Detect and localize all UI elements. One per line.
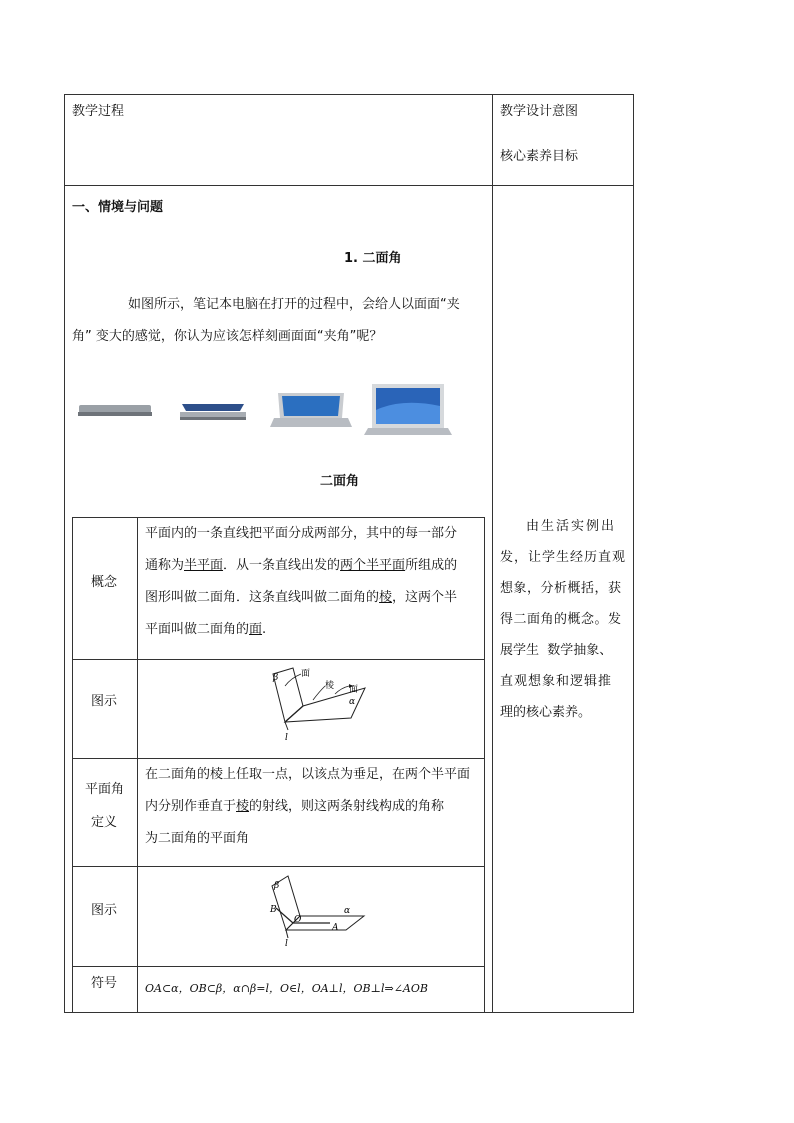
concept-line-2 [145,558,457,574]
laptop-closed-image [78,405,152,416]
figure1-label: 图示 [91,694,118,709]
laptop-half-open-image [270,393,352,427]
plane-angle-text: 内分别作垂直于 [145,799,237,814]
design-intent-line: 展学生 数学抽象、 [500,643,613,658]
concept-label: 概念 [91,575,118,590]
concept-text: 通称为 [145,558,185,573]
column-divider [492,94,493,1013]
laptop-fully-open-image [364,384,452,435]
term-edge: 棱 [379,590,393,605]
design-intent-line: 得二面角的概念。发 [500,612,622,627]
design-intent-header: 教学设计意图 [500,104,579,119]
inner-column-divider [137,517,138,1012]
laptop-images [72,380,472,440]
process-header: 教学过程 [72,104,125,119]
beta-symbol: β [273,673,279,683]
concept-line-3 [145,590,457,606]
concept-text: ，这两个半 [392,590,458,605]
face-label-top: 面 [301,669,311,679]
beta-symbol: β [274,881,280,891]
line-l-symbol: l [285,939,288,948]
plane-angle-text: 的射线，则这两条射线构成的角称 [249,799,445,814]
inner-top-border [72,517,485,518]
header-bottom-border [64,185,634,186]
concept-text: 图形叫做二面角．这条直线叫做二面角的 [145,590,380,605]
concept-text: ．从一条直线出发的 [223,558,341,573]
inner-row-border-2 [72,758,485,759]
line-l-symbol: l [285,733,288,743]
plane-angle-label-2: 定义 [91,815,118,830]
design-intent-line: 发，让学生经历直观 [500,550,627,565]
concept-text: 平面叫做二面角的 [145,622,250,637]
design-intent-line: 由生活实例出 [526,519,617,534]
plane-angle-line-2 [145,799,444,815]
section-heading: 一、情境与问题 [72,200,164,215]
design-intent-line: 理的核心素养。 [500,705,592,720]
alpha-symbol: α [344,906,351,916]
laptop-slightly-open-image [180,404,246,420]
inner-row-border-4 [72,966,485,967]
concept-text: . [262,622,267,637]
outer-top-border [64,94,634,95]
point-b-label: B [270,905,277,915]
inner-left-border [72,517,73,1012]
symbol-expression: OA⊂α，OB⊂β，α∩β=l，O∈l，OA⊥l，OB⊥l⇒∠AOB [145,982,428,995]
core-goal-header: 核心素养目标 [500,149,579,164]
design-intent-text [500,511,630,728]
term-face: 面 [249,622,263,637]
concept-text: 所组成的 [405,558,458,573]
outer-bottom-border [64,1012,634,1013]
edge-label: 棱 [325,681,335,691]
table-title: 二面角 [320,474,360,489]
figure2-label: 图示 [91,903,118,918]
plane-angle-diagram [252,872,372,948]
concept-line-4 [145,622,266,638]
inner-row-border-1 [72,659,485,660]
outer-left-border [64,94,65,1013]
term-two-half-planes: 两个半平面 [340,558,406,573]
plane-angle-line-3: 为二面角的平面角 [145,831,250,846]
design-intent-line: 直观想象和逻辑推 [500,674,613,689]
inner-row-border-3 [72,866,485,867]
face-label-right: 面 [349,685,359,695]
alpha-symbol: α [349,697,356,707]
point-o-label: O [294,915,302,925]
dihedral-angle-diagram [255,664,375,744]
term-half-plane: 半平面 [184,558,224,573]
intro-line-2: 角” 变大的感觉，你认为应该怎样刻画面面“夹角”呢？ [72,329,383,344]
outer-right-border [633,94,634,1013]
inner-right-border [484,517,485,1012]
design-intent-line: 想象，分析概括，获 [500,581,622,596]
concept-line-1: 平面内的一条直线把平面分成两部分，其中的每一部分 [145,526,458,541]
term-edge: 棱 [236,799,250,814]
point-a-label: A [332,923,339,933]
symbol-label: 符号 [91,976,118,991]
plane-angle-line-1: 在二面角的棱上任取一点，以该点为垂足，在两个半平面 [145,767,471,782]
intro-line-1: 如图所示，笔记本电脑在打开的过程中，会给人以面面“夹 [128,297,460,312]
subheading: 1. 二面角 [344,251,402,266]
plane-angle-label-1: 平面角 [85,782,125,797]
